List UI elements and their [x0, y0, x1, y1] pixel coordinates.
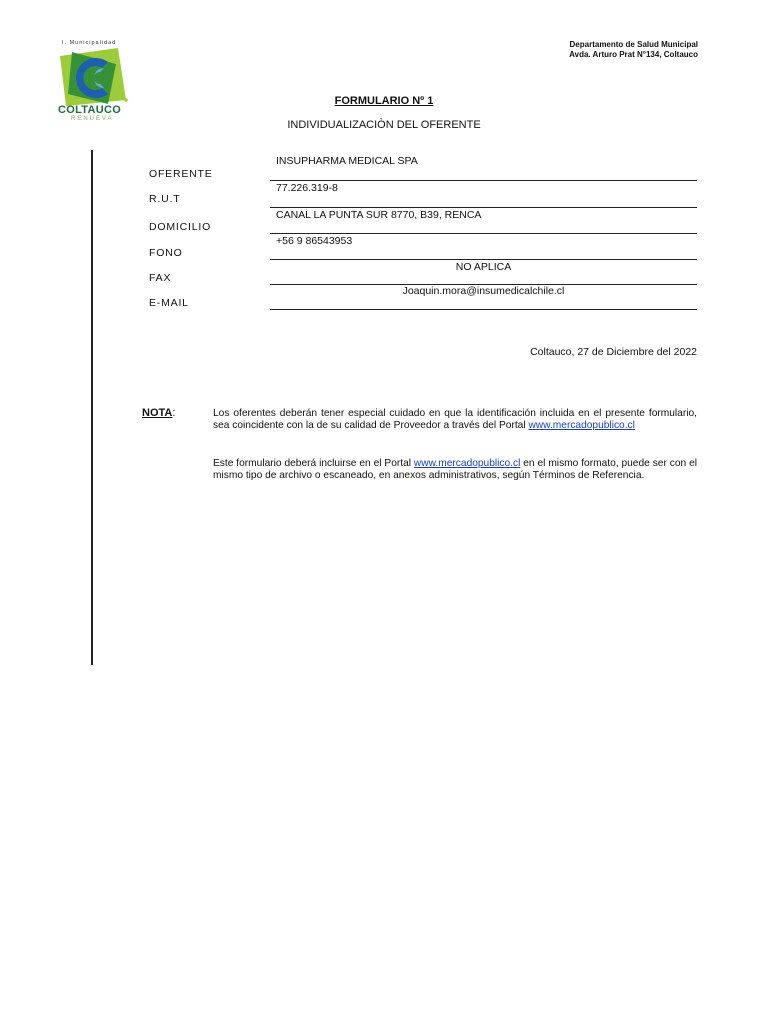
- value-oferente: INSUPHARMA MEDICAL SPA: [276, 155, 418, 167]
- nota-p2-text-after: en el mismo formato, puede ser con el mismo tipo de archivo o escaneado, en anexos administrativos, según Términos de Referencia.: [213, 458, 698, 481]
- nota-p2-text-before: Este formulario deberá incluirse en el Portal: [213, 458, 414, 469]
- nota-label: NOTA:: [142, 407, 176, 419]
- nota-p1-text: Los oferentes deberán tener especial cuidado en que la identificación incluida en el presente formulario, sea coincidente con la de su calidad de Proveedor a través del Portal: [213, 408, 697, 431]
- field-underline: [270, 284, 697, 285]
- department-name: Departamento de Salud Municipal: [569, 40, 698, 49]
- value-fax: NO APLICA: [455, 261, 512, 273]
- value-fono: +56 9 86543953: [276, 235, 353, 247]
- value-email: Joaquin.mora@insumedicalchile.cl: [402, 285, 565, 297]
- label-email: E-MAIL: [149, 297, 189, 309]
- value-rut: 77.226.319-8: [276, 182, 338, 194]
- label-fono: FONO: [149, 247, 183, 259]
- header-address-block: [569, 40, 698, 60]
- field-underline: [270, 207, 697, 208]
- form-title: FORMULARIO Nº 1: [334, 95, 434, 107]
- margin-rule: [91, 150, 93, 665]
- nota-paragraph-1: [213, 408, 697, 432]
- label-oferente: OFERENTE: [149, 168, 213, 180]
- label-fax: FAX: [149, 272, 172, 284]
- place-date: Coltauco, 27 de Diciembre del 2022: [530, 346, 697, 358]
- logo-name-text: COLTAUCO: [58, 104, 122, 116]
- nota-paragraph-2: [213, 458, 697, 482]
- field-underline: [270, 309, 697, 310]
- logo-tagline-text: RENUEVA: [71, 116, 114, 122]
- nota-label-text: NOTA: [142, 407, 173, 419]
- logo-municipality-text: I. Municipalidad: [62, 40, 117, 46]
- mercadopublico-link-2[interactable]: www.mercadopublico.cl: [413, 458, 521, 469]
- label-domicilio: DOMICILIO: [149, 221, 212, 233]
- field-underline: [270, 180, 697, 181]
- mercadopublico-link-1[interactable]: www.mercadopublico.cl: [528, 420, 635, 431]
- field-underline: [270, 233, 697, 234]
- label-rut: R.U.T: [149, 193, 181, 205]
- value-domicilio: CANAL LA PUNTA SUR 8770, B39, RENCA: [276, 209, 482, 221]
- department-address: Avda. Arturo Prat N°134, Coltauco: [569, 50, 698, 59]
- form-subtitle: INDIVIDUALIZACIÒN DEL OFERENTE: [287, 119, 481, 131]
- field-underline: [270, 259, 697, 260]
